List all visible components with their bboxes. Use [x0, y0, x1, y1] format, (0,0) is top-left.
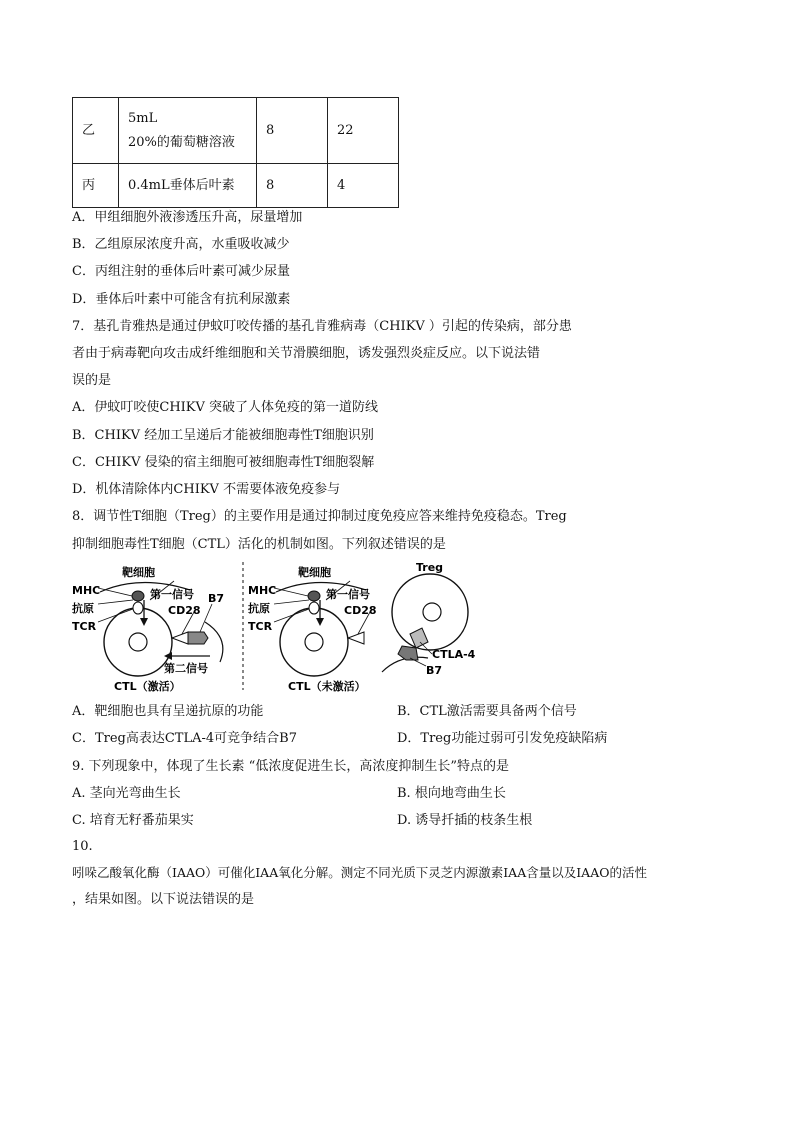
mhc-antigen-complex [132, 591, 144, 601]
label-ctl-inactive: CTL（未激活） [288, 680, 366, 693]
cd28-receptor [348, 632, 364, 644]
q7-stem-line2: 者由于病毒靶向攻击成纤维细胞和关节滑膜细胞，诱发强烈炎症反应。以下说法错 [72, 346, 541, 361]
q8-stem-line2: 抑制细胞毒性T细胞（CTL）活化的机制如图。下列叙述错误的是 [72, 537, 446, 552]
tcr-receptor [309, 602, 319, 614]
q7-stem-line3: 误的是 [72, 373, 112, 388]
value-cell: 8 [257, 164, 328, 208]
group-cell: 丙 [73, 164, 119, 208]
label-tcr: TCR [72, 620, 97, 633]
ctl-nucleus [305, 633, 323, 651]
label-tcr: TCR [248, 620, 273, 633]
label-antigen: 抗原 [248, 602, 270, 615]
label-target-cell: 靶细胞 [122, 566, 155, 579]
ctl-treg-mechanism-figure [70, 561, 476, 694]
q10-stem-line1: 吲哚乙酸氧化酶（IAAO）可催化IAA氧化分解。测定不同光质下灵芝内源激素IAA含量以及IAAO的活性 [72, 865, 647, 880]
label-signal1: 第一信号 [326, 588, 370, 601]
treatment-cell: 0.4mL垂体后叶素 [119, 164, 257, 208]
label-cd28: CD28 [168, 604, 201, 617]
label-mhc: MHC [72, 584, 101, 597]
label-signal1: 第一信号 [150, 588, 194, 601]
q9-stem: 9. 下列现象中，体现了生长素 “低浓度促进生长，高浓度抑制生长”特点的是 [72, 759, 509, 774]
ctl-cell [280, 608, 348, 676]
q7-option-d: D．机体清除体内CHIKV 不需要体液免疫参与 [72, 482, 341, 497]
treg-nucleus [423, 603, 441, 621]
q8-option-a: A．靶细胞也具有呈递抗原的功能 [72, 704, 264, 719]
q6-option-d: D．垂体后叶素中可能含有抗利尿激素 [72, 292, 291, 307]
q9-option-d: D. 诱导扦插的枝条生根 [397, 813, 533, 828]
q7-option-c: C．CHIKV 侵染的宿主细胞可被细胞毒性T细胞裂解 [72, 455, 375, 470]
value-cell: 4 [328, 164, 399, 208]
table-row [73, 98, 399, 164]
mhc-antigen-complex [308, 591, 320, 601]
q8-stem-line1: 8．调节性T细胞（Treg）的主要作用是通过抑制过度免疫应答来维持免疫稳态。Treg [72, 509, 567, 524]
ctl-nucleus [129, 633, 147, 651]
panel-ctl-activated [72, 565, 224, 693]
label-target-cell: 靶细胞 [298, 566, 331, 579]
q10-stem-line2: ，结果如图。以下说法错误的是 [72, 892, 255, 907]
label-signal2: 第二信号 [164, 662, 208, 675]
q8-option-c: C．Treg高表达CTLA-4可竞争结合B7 [72, 731, 297, 746]
q6-option-c: C．丙组注射的垂体后叶素可减少尿量 [72, 264, 290, 279]
value-cell: 22 [328, 98, 399, 164]
q7-option-a: A．伊蚊叮咬使CHIKV 突破了人体免疫的第一道防线 [72, 400, 379, 415]
cd28-receptor [172, 632, 188, 644]
q9-option-b: B. 根向地弯曲生长 [397, 786, 506, 801]
label-mhc: MHC [248, 584, 277, 597]
q8-option-d: D．Treg功能过弱可引发免疫缺陷病 [397, 731, 608, 746]
q6-option-a: A．甲组细胞外液渗透压升高，尿量增加 [72, 210, 303, 225]
q8-option-b: B．CTL激活需要具备两个信号 [397, 704, 577, 719]
experiment-table [72, 97, 399, 208]
q6-option-b: B．乙组原尿浓度升高，水重吸收减少 [72, 237, 290, 252]
q10-number: 10. [72, 839, 93, 854]
value-cell: 8 [257, 98, 328, 164]
tcr-receptor [133, 602, 143, 614]
label-antigen: 抗原 [72, 602, 94, 615]
panel-ctl-inactive [248, 565, 377, 693]
table-row [73, 164, 399, 208]
label-ctl-active: CTL（激活） [114, 680, 181, 693]
label-cd28: CD28 [344, 604, 377, 617]
q9-option-a: A. 茎向光弯曲生长 [72, 786, 181, 801]
label-b7: B7 [208, 592, 225, 605]
ctl-cell [104, 608, 172, 676]
ctla4-receptor [410, 628, 428, 648]
group-cell: 乙 [73, 98, 119, 164]
panel-treg [382, 561, 476, 677]
b7-ligand [188, 632, 208, 644]
b7-ligand [398, 646, 418, 660]
label-treg: Treg [416, 561, 444, 574]
q7-option-b: B．CHIKV 经加工呈递后才能被细胞毒性T细胞识别 [72, 428, 374, 443]
q7-stem-line1: 7．基孔肯雅热是通过伊蚊叮咬传播的基孔肯雅病毒（CHIKV ）引起的传染病，部分患 [72, 319, 572, 334]
q9-option-c: C. 培育无籽番茄果实 [72, 813, 194, 828]
treatment-cell: 5mL 20%的葡萄糖溶液 [119, 98, 257, 164]
label-ctla4: CTLA-4 [432, 648, 476, 661]
treg-cell [392, 574, 468, 650]
label-b7: B7 [426, 664, 443, 677]
